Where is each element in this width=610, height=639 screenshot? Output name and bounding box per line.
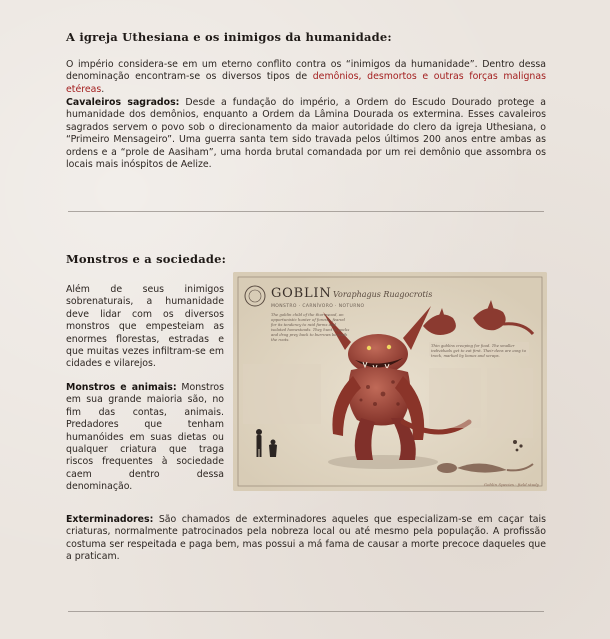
- figure-scientific-name: Voraphagus Ruagocrotis: [333, 290, 433, 299]
- paragraph-monstros-animais: [66, 382, 224, 494]
- paragraph-cavaleiros-text: Desde a fundação do império, a Ordem do Escudo Dourado protege a humanidade dos demônios, enquanto a Ordem da Lâmina Dourada os extermina. Esses cavaleiros sagrados servem o povo sob o direcionamento da maior autoridade do clero da igreja Uthesiana, o “Primeiro Mensageiro”. Uma guerra santa tem sido travada pelos últimos 200 anos entre ambas as ordens e a “prole de Aasiham”, uma horda brutal comandada por um rei demônio que assombra os locais mais inóspitos de Aelize.: [66, 97, 547, 171]
- paragraph-monstros: Além de seus inimigos sobrenaturais, a humanidade deve lidar com os diversos monstros que empesteiam as enormes florestas, estradas e que muitas vezes infiltram-se em cidades e vilarejos.: [66, 284, 224, 370]
- section-divider-bottom: [68, 611, 544, 612]
- paragraph-inimigos: [66, 59, 546, 96]
- term-monstros-animais: Monstros e animais:: [66, 382, 177, 393]
- paragraph-exterminadores-text: São chamados de exterminadores aqueles que especializam-se em caçar tais criaturas, normalmente patrocinados pela nobreza local ou até mesmo pela população. A profissão costuma ser respeitada e paga bem, mas possui a má fama de causar a morte precoce daqueles que a praticam.: [66, 514, 546, 563]
- figure-notes-left: The goblin child of the thornwood, an opportunistic hunter of forests, feared for its tendency to raid farms and isolated homesteads. They hunt in packs and drag prey back to burrows beneath the roots.: [271, 312, 350, 342]
- term-exterminadores: Exterminadores:: [66, 514, 154, 525]
- paragraph-monstros-animais-text: Monstros em sua grande maioria são, no fim das contas, animais. Predadores que tenham humanóides em suas dietas ou qualquer criatura que traga riscos frequentes à sociedade caem dentro dessa denominação.: [66, 382, 224, 493]
- section-heading-igreja: A igreja Uthesiana e os inimigos da humanidade:: [66, 30, 392, 44]
- section-heading-monstros: Monstros e a sociedade:: [66, 252, 227, 266]
- term-cavaleiros-sagrados: Cavaleiros sagrados:: [66, 97, 180, 108]
- paragraph-cavaleiros: [66, 97, 546, 171]
- enemy-types-link[interactable]: demônios, desmortos e outras forças malignas etéreas: [66, 71, 546, 95]
- figure-subtitle: MONSTRO · CARNÍVORO · NOTURNO: [271, 304, 365, 309]
- goblin-illustration: [233, 272, 547, 491]
- paragraph-inimigos-text: O império considera-se em um eterno conflito contra os “inimigos da humanidade”. Dentro dessa denominação encontram-se os diversos tipos de: [66, 59, 546, 83]
- section-divider: [68, 211, 544, 212]
- paragraph-exterminadores: [66, 514, 546, 564]
- figure-notes-right: Thin goblins creeping for food. The smaller individuals get to eat first. Their dens are easy to track, marked by bones and scraps.: [431, 343, 526, 358]
- paragraph-inimigos-end: .: [101, 83, 105, 95]
- figure-title: GOBLIN: [271, 286, 332, 301]
- figure-signature: Goblin Species · field study: [483, 482, 539, 487]
